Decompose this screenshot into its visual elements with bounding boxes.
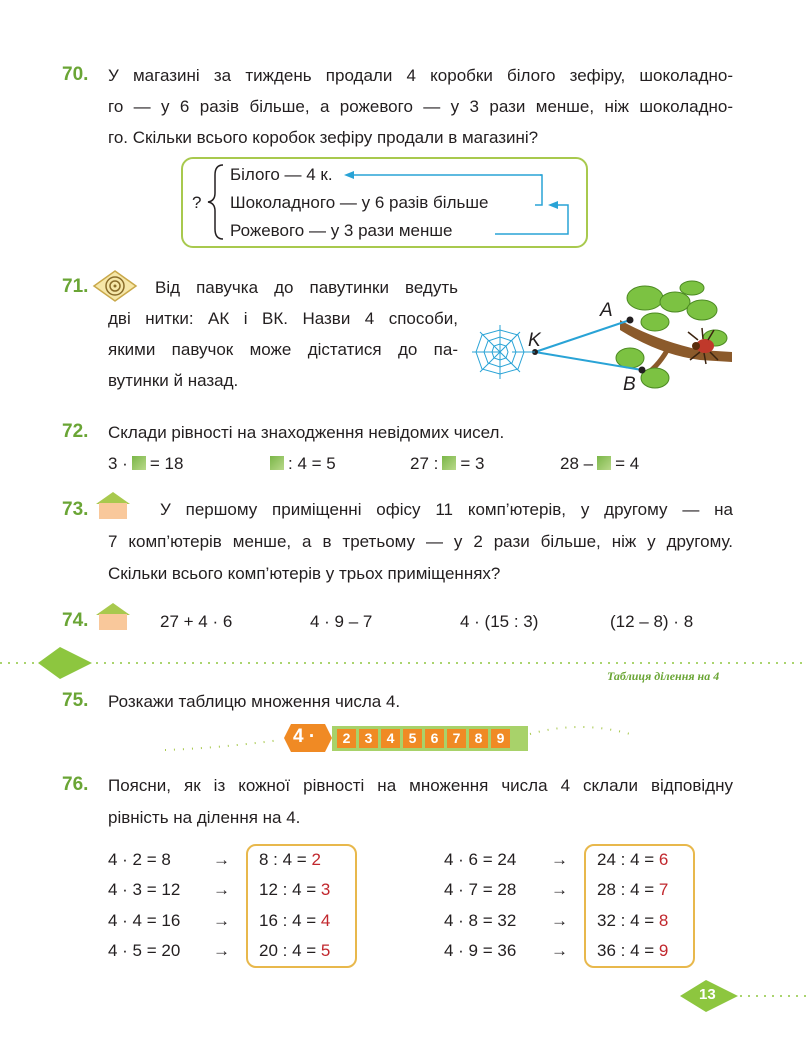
- task-74-number: 74.: [62, 610, 89, 631]
- task-71-line-4: вутинки й назад.: [108, 371, 239, 390]
- web-icon: [472, 325, 535, 379]
- div-row: 32 : 4 = 8: [597, 911, 669, 930]
- task-74-expr-1: 27 + 4 · 6: [160, 612, 233, 631]
- digit-2: 2: [337, 729, 356, 748]
- relation-arrows: [330, 165, 580, 245]
- mult-row: 4 · 3 = 12: [108, 880, 181, 899]
- arrow-icon: →: [213, 911, 230, 930]
- task-70-line-3: го. Скільки всього коробок зефіру продали в магазині?: [108, 128, 539, 147]
- task-73-number: 73.: [62, 499, 89, 520]
- mult-row: 4 · 6 = 24: [444, 850, 517, 869]
- unknown-square-icon: [270, 456, 284, 470]
- digit-7: 7: [447, 729, 466, 748]
- mult-row: 4 · 2 = 8: [108, 850, 171, 869]
- task-70-pink: Рожевого — у 3 рази менше: [230, 221, 453, 240]
- digit-3: 3: [359, 729, 378, 748]
- unknown-square-icon: [442, 456, 456, 470]
- diamond-ornament-icon: [38, 647, 92, 679]
- arrow-icon: →: [551, 880, 568, 899]
- task-73-line-3: Скільки всього комп’ютерів у трьох приміщеннях?: [108, 564, 501, 583]
- page-number: 13: [699, 986, 716, 1003]
- task-70-line-1: У магазині за тиждень продали 4 коробки білого зефіру, шоколадно-: [108, 66, 733, 85]
- task-75-text: Розкажи таблицю множення числа 4.: [108, 692, 401, 711]
- task-72-eq-1: 3 · = 18: [108, 454, 184, 473]
- multiplier-label: 4 ·: [293, 726, 316, 747]
- task-70-chocolate: Шоколадного — у 6 разів більше: [230, 193, 489, 212]
- point-B-label: B: [623, 374, 636, 395]
- digit-4: 4: [381, 729, 400, 748]
- task-70-number: 70.: [62, 64, 89, 85]
- mult-row: 4 · 5 = 20: [108, 941, 181, 960]
- section-caption: Таблиця ділення на 4: [607, 669, 720, 683]
- arrow-icon: →: [551, 850, 568, 869]
- task-74-expr-2: 4 · 9 – 7: [310, 612, 373, 631]
- task-74-expr-3: 4 · (15 : 3): [460, 612, 539, 631]
- mult-row: 4 · 7 = 28: [444, 880, 517, 899]
- digit-8: 8: [469, 729, 488, 748]
- mult-row: 4 · 8 = 32: [444, 911, 517, 930]
- arrow-icon: →: [213, 850, 230, 869]
- unknown-square-icon: [132, 456, 146, 470]
- div-row: 8 : 4 = 2: [259, 850, 321, 869]
- point-K-label: K: [528, 330, 541, 351]
- digit-6: 6: [425, 729, 444, 748]
- div-row: 20 : 4 = 5: [259, 941, 331, 960]
- homework-house-icon: [94, 601, 132, 631]
- task-72-number: 72.: [62, 421, 89, 442]
- task-72-eq-2: : 4 = 5: [270, 454, 336, 474]
- task-70-line-2: го — у 6 разів більше, а рожевого — у 3 рази менше, ніж шоколадно-: [108, 97, 733, 116]
- task-70-white: Білого — 4 к.: [230, 165, 333, 184]
- mult-row: 4 · 9 = 36: [444, 941, 517, 960]
- point-A-label: A: [600, 300, 613, 321]
- div-row: 24 : 4 = 6: [597, 850, 669, 869]
- digit-strip: [332, 726, 528, 751]
- div-row: 12 : 4 = 3: [259, 880, 331, 899]
- brace-icon: [205, 163, 227, 241]
- arrow-icon: →: [213, 880, 230, 899]
- task-76-line-1: Поясни, як із кожної рівності на множення числа 4 склали відповідну: [108, 776, 733, 795]
- arrow-icon: →: [213, 941, 230, 960]
- task-72-eq-4: 28 – = 4: [560, 454, 640, 473]
- task-73-line-1: У першому приміщенні офісу 11 комп’ютерів, у другому — на: [160, 500, 733, 519]
- task-74-expr-4: (12 – 8) · 8: [610, 612, 694, 631]
- task-71-line-3: якими павучок може дістатися до па-: [108, 340, 458, 359]
- task-73-line-2: 7 комп’ютерів менше, а в третьому — у 2 рази більше, ніж у другому.: [108, 532, 733, 551]
- logic-task-icon: [92, 269, 138, 303]
- div-row: 16 : 4 = 4: [259, 911, 331, 930]
- mult-row: 4 · 4 = 16: [108, 911, 181, 930]
- task-72-eq-3: 27 : = 3: [410, 454, 485, 473]
- unknown-square-icon: [597, 456, 611, 470]
- digit-9: 9: [491, 729, 510, 748]
- page-number-ornament: [672, 978, 808, 1014]
- spider-web-illustration: [470, 280, 740, 395]
- task-72-title: Склади рівності на знаходження невідомих чисел.: [108, 423, 505, 442]
- div-row: 28 : 4 = 7: [597, 880, 669, 899]
- task-76-number: 76.: [62, 774, 89, 795]
- digit-5: 5: [403, 729, 422, 748]
- div-row: 36 : 4 = 9: [597, 941, 669, 960]
- homework-house-icon: [94, 490, 132, 520]
- task-70-question-mark: ?: [192, 193, 202, 212]
- arrow-icon: →: [551, 911, 568, 930]
- task-76-line-2: рівність на ділення на 4.: [108, 808, 301, 827]
- arrow-icon: →: [551, 941, 568, 960]
- task-71-line-1: Від павучка до павутинки ведуть: [155, 278, 458, 297]
- task-75-number: 75.: [62, 690, 89, 711]
- task-71-line-2: дві нитки: АК і ВК. Назви 4 способи,: [108, 309, 458, 328]
- task-71-number: 71.: [62, 276, 89, 297]
